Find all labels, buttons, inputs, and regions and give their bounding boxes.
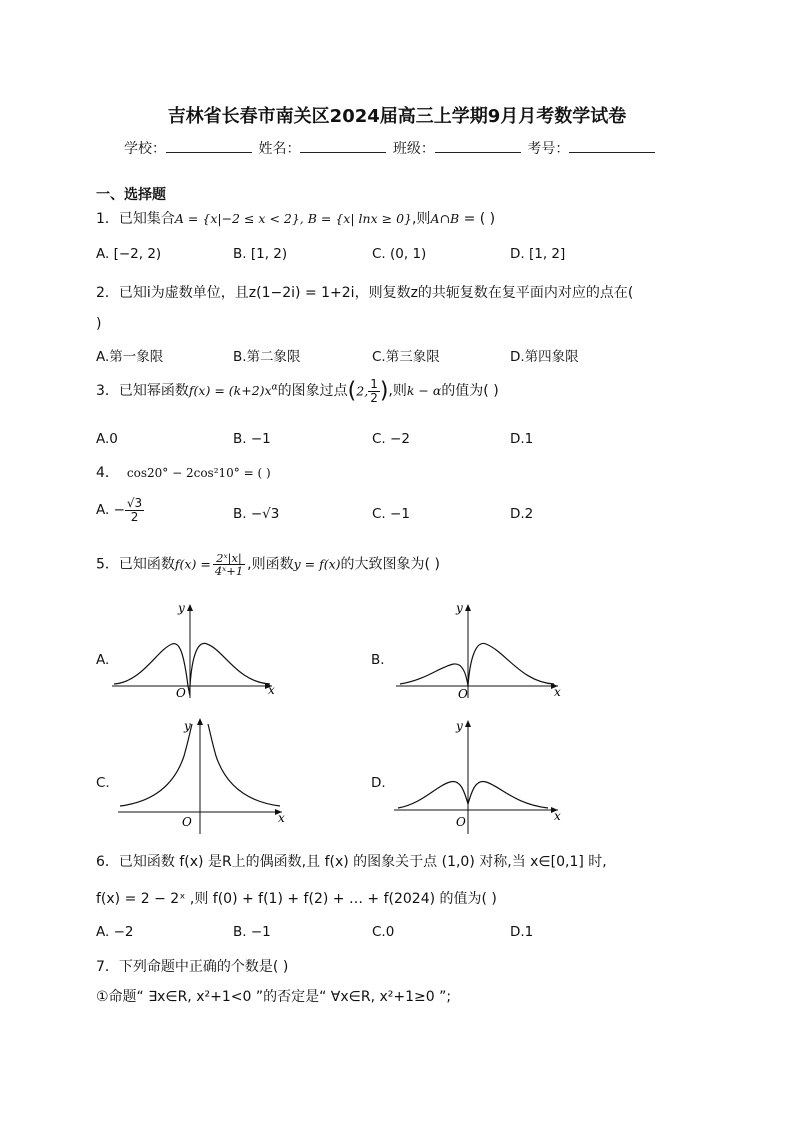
x-label: x xyxy=(554,809,561,823)
q4-option-a-prefix: A. − xyxy=(96,502,125,519)
question-6-line2: f(x) = 2 − 2ˣ ,则 f(0) + f(1) + f(2) + … + f(2024) 的值为( ) xyxy=(96,891,497,907)
y-label: y xyxy=(456,719,463,733)
q1-option-c[interactable]: C. (0, 1) xyxy=(372,246,427,262)
q4-option-c[interactable]: C. −1 xyxy=(372,506,410,522)
question-3-stem xyxy=(96,378,499,404)
class-blank[interactable] xyxy=(435,138,521,153)
q5-graph-c-label[interactable]: C. xyxy=(96,775,110,791)
q1-text-a: 1．已知集合 xyxy=(96,211,175,227)
q6-option-d[interactable]: D.1 xyxy=(510,924,534,940)
origin-label: O xyxy=(458,687,468,700)
q5-graph-d-label[interactable]: D. xyxy=(371,775,386,791)
x-label: x xyxy=(278,811,285,825)
school-blank[interactable] xyxy=(166,138,252,153)
origin-label: O xyxy=(182,815,192,829)
q1-math-intersection: A∩B xyxy=(430,211,460,226)
exam-no-blank[interactable] xyxy=(569,138,655,153)
question-2-line2: ) xyxy=(96,316,102,332)
question-1-stem xyxy=(96,208,495,228)
exam-title: 吉林省长春市南关区2024届高三上学期9月月考数学试卷 xyxy=(167,106,627,127)
q3-point-x: 2, xyxy=(356,383,369,399)
q5-text-c: 的大致图象为( ) xyxy=(340,556,440,573)
q1-option-a[interactable]: A. [−2, 2) xyxy=(96,246,162,262)
q3-math-expr: k − α xyxy=(406,383,442,399)
q5-graph-b[interactable] xyxy=(396,600,566,700)
y-label: y xyxy=(456,601,463,615)
q5-math-func: f(x) = xyxy=(174,556,211,572)
q3-paren-right: ) xyxy=(379,378,389,404)
question-5-stem xyxy=(96,552,440,577)
q1-text-c: = ( ) xyxy=(459,211,496,227)
question-2-line1: 2．已知i为虚数单位，且z(1−2i) = 1+2i，则复数z的共轭复数在复平面内对应的点在( xyxy=(96,285,634,301)
y-arrow-icon xyxy=(197,718,203,725)
info-label-name: 姓名： xyxy=(258,141,301,157)
q3-option-c[interactable]: C. −2 xyxy=(372,431,410,447)
name-blank[interactable] xyxy=(300,138,386,153)
q5-graph-d[interactable] xyxy=(392,716,568,836)
q2-option-d[interactable]: D.第四象限 xyxy=(510,349,579,365)
curve-left xyxy=(120,724,192,806)
origin-label: O xyxy=(176,686,186,700)
q6-option-c[interactable]: C.0 xyxy=(372,924,395,940)
question-6-line1: 6．已知函数 f(x) 是R上的偶函数,且 f(x) 的图象关于点 (1,0) 对称,当 x∈[0,1] 时, xyxy=(96,854,607,870)
curve xyxy=(114,643,270,695)
q3-fraction xyxy=(368,378,380,404)
q6-option-a[interactable]: A. −2 xyxy=(96,924,134,940)
q1-text-b: ,则 xyxy=(411,211,431,227)
q3-frac-num: 1 xyxy=(370,377,378,391)
q3-exponent: α xyxy=(271,382,278,393)
q4-option-d[interactable]: D.2 xyxy=(510,506,534,522)
q4-opt-a-num: √3 xyxy=(126,496,143,510)
y-arrow-icon xyxy=(465,604,471,611)
origin-label: O xyxy=(456,815,466,829)
q3-frac-den: 2 xyxy=(370,390,378,405)
info-label-class: 班级： xyxy=(392,141,435,157)
section-title: 一、选择题 xyxy=(96,187,166,203)
q3-text-b: 的图象过点 xyxy=(277,383,348,400)
q4-expression: cos20° − 2cos²10° = ( ) xyxy=(126,466,271,480)
q5-fraction xyxy=(213,552,245,577)
info-label-school: 学校： xyxy=(124,141,166,157)
q4-number: 4． xyxy=(96,465,119,481)
question-4-stem xyxy=(96,462,271,482)
q4-option-b[interactable]: B. −√3 xyxy=(233,506,280,522)
q1-option-d[interactable]: D. [1, 2] xyxy=(510,246,566,262)
q5-graph-a[interactable] xyxy=(112,600,282,700)
curve xyxy=(398,782,548,808)
y-label: y xyxy=(178,601,185,615)
q5-graph-c[interactable] xyxy=(112,716,294,836)
y-arrow-icon xyxy=(187,604,193,611)
q5-graph-b-label[interactable]: B. xyxy=(371,652,385,668)
q3-text-a: 3．已知幂函数 xyxy=(96,383,189,400)
y-arrow-icon xyxy=(465,720,471,727)
q5-frac-num: 2ˣ|x| xyxy=(213,552,245,565)
x-label: x xyxy=(554,685,561,699)
info-label-exam-no: 考号： xyxy=(527,141,570,157)
curve xyxy=(400,643,554,686)
q5-frac-den: 4ˣ+1 xyxy=(214,564,244,579)
q3-paren-left: ( xyxy=(347,378,357,404)
question-7-line1: 7．下列命题中正确的个数是( ) xyxy=(96,959,289,975)
q3-option-b[interactable]: B. −1 xyxy=(233,431,271,447)
q5-math-y: y = f(x) xyxy=(293,556,341,572)
question-7-line2: ①命题“ ∃x∈R, x²+1<0 ”的否定是“ ∀x∈R, x²+1≥0 ”; xyxy=(96,989,452,1005)
x-label: x xyxy=(268,683,275,697)
q4-option-a-fraction xyxy=(125,497,144,523)
q2-option-b[interactable]: B.第二象限 xyxy=(233,349,301,365)
q4-opt-a-den: 2 xyxy=(130,509,139,524)
q2-option-a[interactable]: A.第一象限 xyxy=(96,349,164,365)
q3-math-func: f(x) = (k+2)x xyxy=(188,383,272,399)
q4-option-a[interactable] xyxy=(96,497,144,523)
q3-text-c: ,则 xyxy=(388,383,407,400)
q2-option-c[interactable]: C.第三象限 xyxy=(372,349,440,365)
q3-option-a[interactable]: A.0 xyxy=(96,431,118,447)
q1-option-b[interactable]: B. [1, 2) xyxy=(233,246,288,262)
q5-text-a: 5．已知函数 xyxy=(96,556,175,573)
q3-text-d: 的值为( ) xyxy=(441,383,499,400)
curve-right xyxy=(208,724,280,806)
q5-graph-a-label[interactable]: A. xyxy=(96,652,110,668)
y-label: y xyxy=(184,719,191,733)
q1-math-sets: A = {x|−2 ≤ x < 2}, B = {x| lnx ≥ 0} xyxy=(174,211,412,226)
q5-text-b: ,则函数 xyxy=(247,556,294,573)
student-info-line xyxy=(124,138,657,158)
q6-option-b[interactable]: B. −1 xyxy=(233,924,271,940)
q3-option-d[interactable]: D.1 xyxy=(510,431,534,447)
